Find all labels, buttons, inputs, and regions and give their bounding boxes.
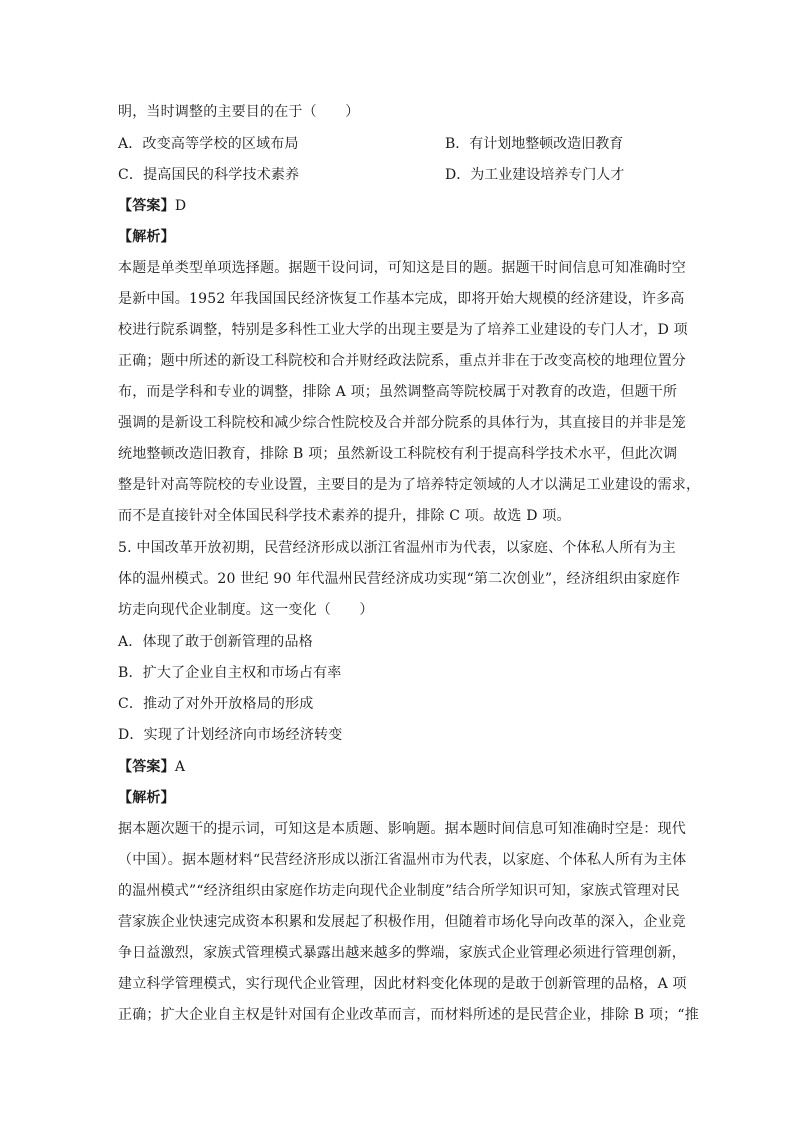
q4-option-c: C．提高国民的科学技术素养 [118, 167, 300, 183]
q5-analysis-line: 的温州模式”“经济组织由家庭作坊走向现代企业制度”结合所学知识可知，家族式管理对民 [118, 883, 680, 899]
q4-analysis-line: 布，而是学科和专业的调整，排除 A 项；虽然调整高等院校属于对教育的改造，但题干所 [118, 384, 678, 400]
q5-stem-line: 体的温州模式。20 世纪 90 年代温州民营经济成功实现“第二次创业”，经济组织由家庭作 [118, 571, 681, 587]
q5-analysis-line: 正确；扩大企业自主权是针对国有企业改革而言，而材料所述的是民营企业，排除 B 项；“推 [118, 1007, 699, 1023]
q4-option-a: A．改变高等学校的区域布局 [118, 136, 299, 152]
q4-option-d: D．为工业建设培养专门人才 [445, 167, 625, 183]
q4-analysis-line: 校进行院系调整，特别是多科性工业大学的出现主要是为了培养工业建设的专门人才，D 项 [118, 322, 688, 338]
q4-analysis-line: 正确；题中所述的新设工科院校和合并财经政法院系，重点并非在于改变高校的地理位置分 [118, 353, 686, 369]
q4-stem-tail: 明，当时调整的主要目的在于（ ） [118, 104, 360, 120]
q5-analysis-line: 营家族企业快速完成资本积累和发展起了积极作用，但随着市场化导向改革的深入，企业竞 [118, 914, 686, 930]
q4-analysis-line: 强调的是新设工科院校和减少综合性院校及合并部分院系的具体行为，其直接目的并非是笼 [118, 415, 686, 431]
q5-analysis-line: 争日益激烈，家族式管理模式暴露出越来越多的弊端，家族式企业管理必须进行管理创新， [118, 945, 686, 961]
q4-answer-value: D [174, 198, 187, 214]
q4-answer-label: 【答案】 [118, 198, 175, 214]
q4-option-b: B．有计划地整顿改造旧教育 [445, 136, 624, 152]
q4-analysis-line: 统地整顿改造旧教育，排除 B 项；虽然新设工科院校有利于提高科学技术水平，但此次调 [118, 446, 678, 462]
q5-analysis-line: 建立科学管理模式，实行现代企业管理，因此材料变化体现的是敢于创新管理的品格，A 项 [118, 976, 687, 992]
q5-option-a: A．体现了敢于创新管理的品格 [118, 634, 313, 650]
q4-analysis-line: 是新中国。1952 年我国国民经济恢复工作基本完成，即将开始大规模的经济建设，许多高 [118, 291, 685, 307]
q5-option-c: C．推动了对外开放格局的形成 [118, 696, 314, 712]
q5-option-b: B．扩大了企业自主权和市场占有率 [118, 665, 342, 681]
q4-analysis-line: 而不是直接针对全体国民科学技术素养的提升，排除 C 项。故选 D 项。 [118, 508, 571, 524]
q4-answer [118, 196, 186, 216]
q5-answer [118, 757, 185, 777]
q5-stem-line: 坊走向现代企业制度。这一变化（ ） [118, 602, 374, 618]
q4-analysis-line: 整是针对高等院校的专业设置，主要目的是为了培养特定领域的人才以满足工业建设的需求， [118, 477, 701, 493]
q4-analysis-label: 【解析】 [118, 229, 175, 245]
q5-stem-line: 5. 中国改革开放初期，民营经济形成以浙江省温州市为代表，以家庭、个体私人所有为主 [118, 540, 677, 556]
q5-analysis-line: （中国）。据本题材料“民营经济形成以浙江省温州市为代表，以家庭、个体私人所有为主体 [118, 852, 687, 868]
q5-answer-value: A [174, 759, 186, 775]
q5-analysis-line: 据本题次题干的提示词，可知这是本质题、影响题。据本题时间信息可知准确时空是：现代 [118, 821, 686, 837]
q5-answer-label: 【答案】 [118, 759, 175, 775]
q5-analysis-label: 【解析】 [118, 790, 175, 806]
q4-analysis-line: 本题是单类型单项选择题。据题干设问词，可知这是目的题。据题干时间信息可知准确时空 [118, 260, 686, 276]
q5-option-d: D．实现了计划经济向市场经济转变 [118, 727, 343, 743]
